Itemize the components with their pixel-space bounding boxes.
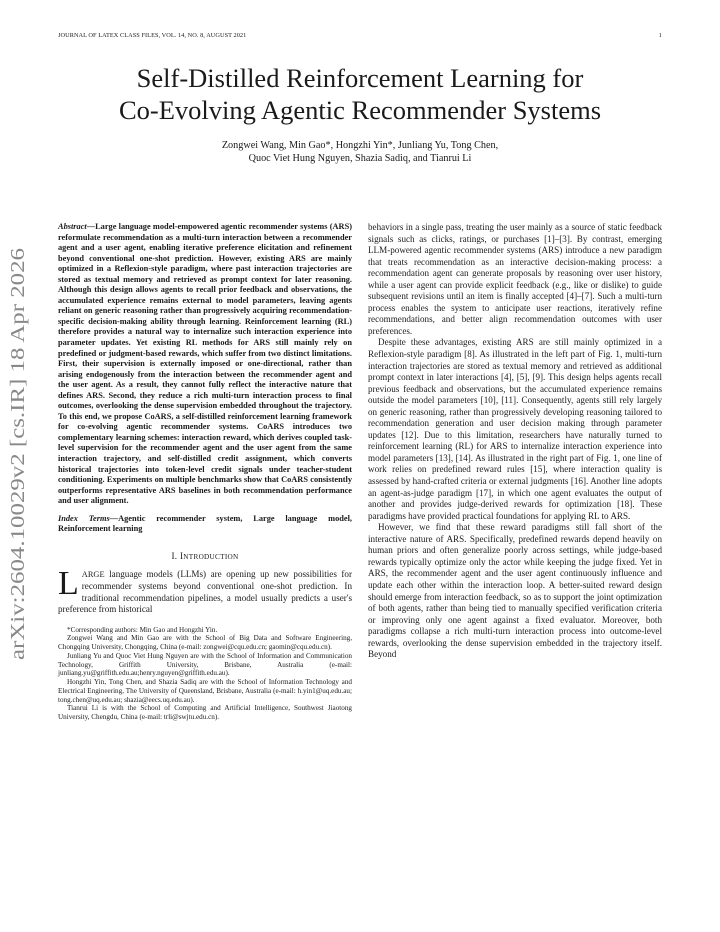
paper-title [40, 62, 680, 126]
footnote-affiliation: Tianrui Li is with the School of Computing and Artificial Intelligence, Southwest Jiaotong University, Chengdu, China (e-mail: trli@swjtu.edu.cn). [58, 704, 352, 722]
body-paragraph: However, we find that these reward paradigms still fall short of the interactive nature of ARS. Specifically, predefined rewards depend heavily on human priors and often generalize poorly across settings, while judge-based rewards typically optimize only the actor while keeping the judge fixed. Yet in ARS, the recommender agent and the user agent continuously influence and update each other within the interaction loop. A better-suited reward design should emerge from interaction feedback, so as to support the joint optimization of both agents, rather than being tied to manually specified verification criteria or improving only one agent against a fixed evaluator. Moreover, both paradigms collapse a rich multi-turn interaction process into outcome-level rewards, overlooking the dense supervision embedded in the trajectory itself. Beyond [368, 522, 662, 660]
arxiv-stamp [2, 248, 32, 660]
footnote-corresponding: *Corresponding authors: Min Gao and Hongzhi Yin. [67, 625, 218, 634]
index-terms-text: —Agentic recommender system, Large language model, Reinforcement learning [58, 513, 352, 534]
running-header [58, 32, 662, 44]
journal-line: JOURNAL OF LATEX CLASS FILES, VOL. 14, NO. 8, AUGUST 2021 [58, 32, 247, 39]
section-title-rest: NTRODUCTION [183, 552, 239, 561]
index-terms [58, 514, 352, 535]
title-line-2: Co-Evolving Agentic Recommender Systems [118, 95, 602, 125]
footnote-affiliation: Junliang Yu and Quoc Viet Hung Nguyen are with the School of Information and Communication Technology, Griffith University, Brisbane, Australia (e-mail: junliang.yu@griffith.edu.au;henry.nguyen@griffith.edu.au). [58, 651, 352, 678]
arxiv-stamp-text: arXiv:2604.10029v2 [cs.IR] 18 Apr 2026 [7, 320, 29, 660]
section-heading-introduction [58, 551, 352, 564]
footnote-affiliation: Zongwei Wang and Min Gao are with the School of Big Data and Software Engineering, Chongqing University, Chongqing, China (e-mail: zongwei@cqu.edu.cn; gaomin@cqu.edu.cn). [58, 634, 352, 652]
body-paragraph: Despite these advantages, existing ARS are still mainly optimized in a Reflexion-style paradigm [8]. As illustrated in the left part of Fig. 1, multi-turn interaction trajectories are stored as textual memory and retrieved as additional prompt context in later interactions [4], [5], [9]. This design helps agents recall previous feedback and observations, but the accumulated experience remains outside the model parameters [10], [11]. Consequently, agents still rely largely on generic reasoning, rather than progressively developing reasoning tailored to recommendation generation and user decision making through parameter updates [12]. Due to this limitation, researchers have naturally turned to reinforcement learning (RL) for ARS to internalize interaction experience into model parameters [13], [14]. As illustrated in the right part of Fig. 1, one line of work relies on predefined reward rules [15], where interaction quality is assessed by hand-crafted criteria or external judgments [16]. Another line adopts an agent-as-judge paradigm [17], in which one agent evaluates the output of another and provides judge-derived rewards for optimization [18]. These paradigms have provided practical foundations for applying RL to ARS. [368, 337, 662, 521]
intro-paragraph [58, 565, 352, 615]
title-line-1: Self-Distilled Reinforcement Learning for [136, 63, 584, 93]
authors-line-2: Quoc Viet Hung Nguyen, Shazia Sadiq, and Tianrui Li [248, 153, 472, 164]
index-terms-label: Index Terms [58, 513, 110, 523]
intro-lead-word: ARGE [81, 570, 105, 580]
section-numeral: I. [171, 550, 178, 561]
left-column [58, 222, 352, 722]
page-number: 1 [658, 32, 662, 39]
author-list [60, 139, 660, 165]
intro-text: language models (LLMs) are opening up new possibilities for recommender systems beyond conventional one-shot prediction. In traditional recommendation pipelines, a model usually predicts a user's preference from historical [58, 569, 352, 615]
footnotes [58, 626, 352, 722]
footnote-affiliation: Hongzhi Yin, Tong Chen, and Shazia Sadiq are with the School of Information Technology and Electrical Engineering, The University of Queensland, Brisbane, Australia (e-mail: h.yin1@uq.edu.au; tong.chen@uq.edu.au; shazia@eecs.uq.edu.au). [58, 678, 352, 704]
section-title-initial: I [179, 550, 184, 561]
abstract-text: —Large language model-empowered agentic recommender systems (ARS) reformulate recommendation as a multi-turn interaction between a recommender agent and a user agent, enabling iterative preference elicitation and refinement beyond conventional one-shot prediction. However, existing ARS are mainly optimized in a Reflexion-style paradigm, where past interaction trajectories are stored as textual memory and retrieved as prompt context for later reasoning. Although this design allows agents to recall prior feedback and observations, the accumulated experience remains external to model parameters, leaving agents reliant on generic reasoning rather than progressively acquiring recommendation-specific decision-making ability through learning. Reinforcement learning (RL) therefore provides a natural way to internalize such interaction experience into parameter updates. Yet existing RL methods for ARS still mainly rely on predefined or judgment-based rewards, which suffer from two distinct limitations. First, their supervision is externally imposed or one-directional, rather than arising endogenously from the interaction between the recommender agent and the user agent. As a result, they cannot fully reflect the interactive nature that defines ARS. Second, they reduce a rich multi-turn interaction process to final outcomes, overlooking the dense supervision embedded throughout the trajectory. To this end, we propose CoARS, a self-distilled reinforcement learning framework for co-evolving agentic recommender systems. CoARS introduces two complementary learning schemes: interaction reward, which derives coupled task-level supervision for the recommender agent and the user agent from the same interaction trajectory, and self-distilled credit assignment, which converts historical trajectories into token-level credit signals under teacher-student conditioning. Experiments on multiple benchmarks show that CoARS consistently outperforms representative ARS baselines in both recommendation performance and user alignment. [58, 222, 352, 506]
body-paragraph: behaviors in a single pass, treating the user mainly as a source of static feedback signals such as clicks, ratings, or purchases [1]–[3]. By contrast, emerging LLM-powered agentic recommender systems (ARS) introduce a new paradigm that treats recommendation as an interactive decision-making process: a recommendation agent can generate proposals by reasoning over user history, while a user agent can provide explicit feedback (e.g., like or dislike) to guide subsequent revisions until an item is finally accepted [4]–[7]. Such a multi-turn process enables the system to anticipate user reactions, iteratively refine recommendations, and better align recommendation outcomes with user preferences. [368, 222, 662, 336]
right-column [368, 222, 662, 661]
abstract [58, 222, 352, 507]
abstract-label: Abstract [58, 222, 87, 231]
drop-cap: L [58, 565, 79, 603]
authors-line-1: Zongwei Wang, Min Gao*, Hongzhi Yin*, Junliang Yu, Tong Chen, [221, 140, 499, 151]
